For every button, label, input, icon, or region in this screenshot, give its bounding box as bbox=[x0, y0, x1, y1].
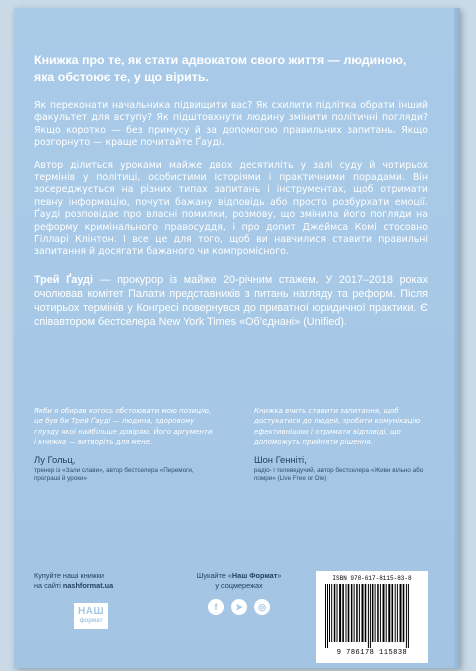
telegram-icon[interactable]: ➤ bbox=[231, 599, 247, 615]
author-bio bbox=[34, 273, 428, 330]
testimonial-role: тренер із «Зали слави», автор бестселера «Перемоги, програші й уроки» bbox=[34, 466, 194, 483]
social-brand: Наш Формат bbox=[231, 571, 278, 580]
instagram-icon[interactable]: ◎ bbox=[254, 599, 270, 615]
barcode-block bbox=[316, 571, 428, 663]
buy-line-2-prefix: на сайті bbox=[34, 581, 63, 590]
buy-info bbox=[34, 571, 144, 624]
testimonial-text: Книжка вчить ставити запитання, щоб достукатися до людей, зробити комунікацію ефективнішою і отримати відповіді, що допоможуть прийняти рішення. bbox=[254, 407, 421, 447]
social-icons bbox=[184, 599, 294, 615]
testimonial-2 bbox=[254, 406, 436, 483]
testimonials bbox=[34, 406, 436, 483]
description-paragraph-1: Як переконати начальника підвищити вас? Як схилити підлітка обрати інший факультет для вступу? Як підштовхнути людину змінити політичні погляди? Якщо коротко — без примусу й за допомогою правильних запитань. Якщо розгорнуто — краще почитайте Ґауді. bbox=[34, 100, 428, 149]
ean-text: 9 786178 115838 bbox=[336, 649, 408, 657]
footer bbox=[34, 571, 440, 667]
buy-line-2 bbox=[34, 581, 144, 591]
book-back-cover bbox=[14, 8, 460, 668]
cover-edge bbox=[454, 8, 460, 668]
social-suffix: » bbox=[277, 571, 282, 580]
author-name: Трей Ґауді bbox=[34, 273, 93, 286]
publisher-site-link[interactable]: nashformat.ua bbox=[62, 581, 114, 590]
headline: Книжка про те, як стати адвокатом свого життя — людиною, яка обстоює те, у що вірить. bbox=[34, 53, 407, 84]
social-line-1 bbox=[184, 571, 294, 581]
buy-line-1: Купуйте наші книжки bbox=[34, 571, 104, 580]
social-info bbox=[184, 571, 294, 615]
logo-bottom-text: формат bbox=[79, 618, 103, 624]
testimonial-role: радіо- і телеведучий, автор бестселера «Живи вільно або помри» (Live Free or Die) bbox=[254, 466, 424, 483]
social-prefix: Шукайте « bbox=[196, 571, 232, 580]
main-text-block bbox=[34, 52, 428, 330]
publisher-logo bbox=[74, 603, 108, 629]
author-bio-text: — прокурор із майже 20-річним стажем. У 2017–2018 роках очолював комітет Палати представників з питань нагляду та реформ. Після чотирьох термінів у Конгресі повернувся до приватної юридичної практики. Є співавтором бестселера New York Times «Об’єднані» (Unified). bbox=[34, 273, 428, 329]
logo-top-text: НАШ bbox=[78, 606, 104, 617]
testimonial-1 bbox=[34, 406, 216, 483]
description-paragraph-2: Автор ділиться уроками майже двох десятиліть у залі суду й чотирьох термінів у політиці, особистими історіями і практичними порадами. Він зосереджується на різних типах запитань і інструментах, щоб отримати певну інформацію, почути бажану відповідь або просто розбурхати емоції. Ґауді розповідає про власні помилки, розмову, що змінила його погляди на реформу кримінального правосуддя, і про допит Джеймса Комі стосовно Гілларі Клінтон. І все це для того, щоб ви навчилися ставити правильні запитання й досягати бажаного чи компромісного. bbox=[34, 159, 428, 258]
social-line-2: у соцмережах bbox=[215, 581, 263, 590]
isbn-text: ISBN 978-617-8115-83-8 bbox=[332, 575, 412, 582]
facebook-icon[interactable]: f bbox=[208, 599, 224, 615]
testimonial-text: Якби я обирав когось обстоювати мою позицію, це був би Трей Ґауді — людина, здоровому глузду якої найбільше довіряю. Його аргументи і книжка — витворіть для мене. bbox=[34, 407, 213, 447]
barcode bbox=[322, 584, 422, 648]
testimonial-author: Лу Гольц, bbox=[34, 453, 76, 465]
testimonial-author: Шон Генніті, bbox=[254, 453, 307, 465]
